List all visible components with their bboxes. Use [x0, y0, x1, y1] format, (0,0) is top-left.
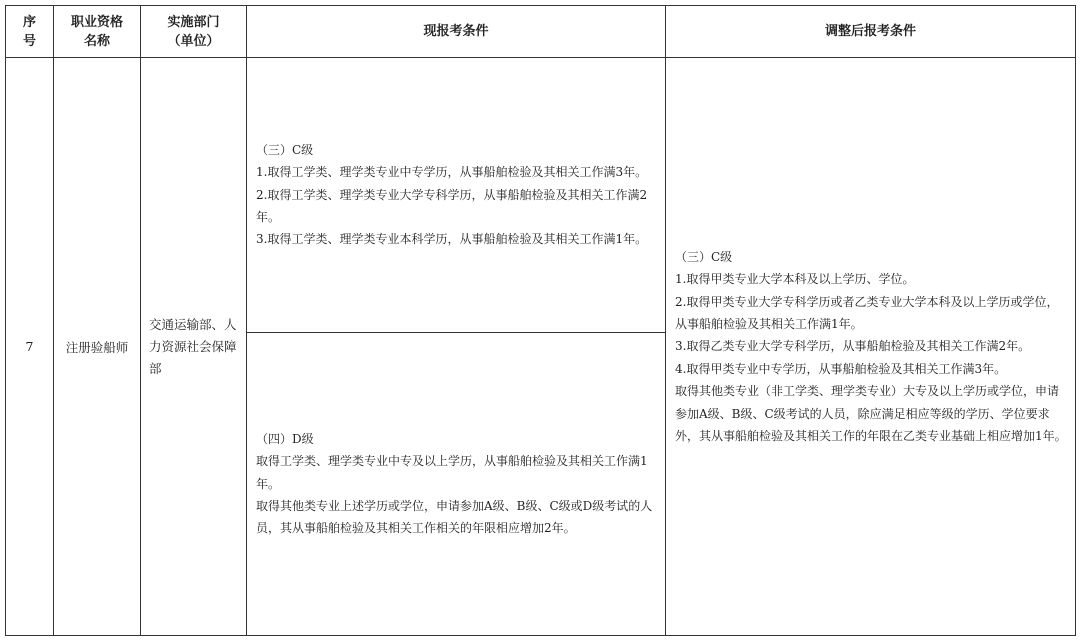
current-c-item-2: 2.取得工学类、理学类专业大学专科学历，从事船舶检验及其相关工作满2年。: [256, 187, 648, 224]
current-d-title: （四）D级: [256, 431, 314, 446]
adjusted-c-item-2: 2.取得甲类专业大学专科学历或者乙类专业大学本科及以上学历或学位，从事船舶检验及其相关工作满1年。: [675, 294, 1059, 331]
adjusted-c-item-3: 3.取得乙类专业大学专科学历，从事船舶检验及其相关工作满2年。: [675, 339, 1031, 354]
current-conditions-c: [247, 58, 666, 332]
adjusted-c-other: 取得其他类专业（非工学类、理学类专业）大专及以上学历或学位，申请参加A级、B级、C级考试的人员，除应满足相应等级的学历、学位要求外，其从事船舶检验及其相关工作的年限在乙类专业基础上相应增加1年。: [675, 384, 1067, 443]
adjusted-c-item-1: 1.取得甲类专业大学本科及以上学历、学位。: [675, 272, 915, 287]
qualification-table: [5, 5, 1076, 636]
header-qualification: 职业资格名称: [54, 6, 141, 58]
table-row: [6, 58, 1076, 332]
row-index: 7: [6, 58, 54, 636]
adjusted-c-title: （三）C级: [675, 249, 733, 264]
current-c-item-3: 3.取得工学类、理学类专业本科学历，从事船舶检验及其相关工作满1年。: [256, 232, 648, 247]
header-row: [6, 6, 1076, 58]
current-d-item-1: 取得工学类、理学类专业中专及以上学历，从事船舶检验及其相关工作满1年。: [256, 454, 648, 491]
current-conditions-d: [247, 332, 666, 636]
header-index: 序号: [6, 6, 54, 58]
header-adjusted-conditions: 调整后报考条件: [666, 6, 1076, 58]
header-current-conditions: 现报考条件: [247, 6, 666, 58]
row-qualification: 注册验船师: [54, 58, 141, 636]
row-department: 交通运输部、人力资源社会保障部: [141, 58, 247, 636]
current-c-title: （三）C级: [256, 142, 314, 157]
adjusted-conditions-c: [666, 58, 1076, 636]
current-c-item-1: 1.取得工学类、理学类专业中专学历，从事船舶检验及其相关工作满3年。: [256, 165, 648, 180]
current-d-item-2: 取得其他类专业上述学历或学位，申请参加A级、B级、C级或D级考试的人员，其从事船舶检验及其相关工作相关的年限相应增加2年。: [256, 498, 653, 536]
header-department: 实施部门（单位）: [141, 6, 247, 58]
adjusted-c-item-4: 4.取得甲类专业中专学历，从事船舶检验及其相关工作满3年。: [675, 361, 1007, 376]
